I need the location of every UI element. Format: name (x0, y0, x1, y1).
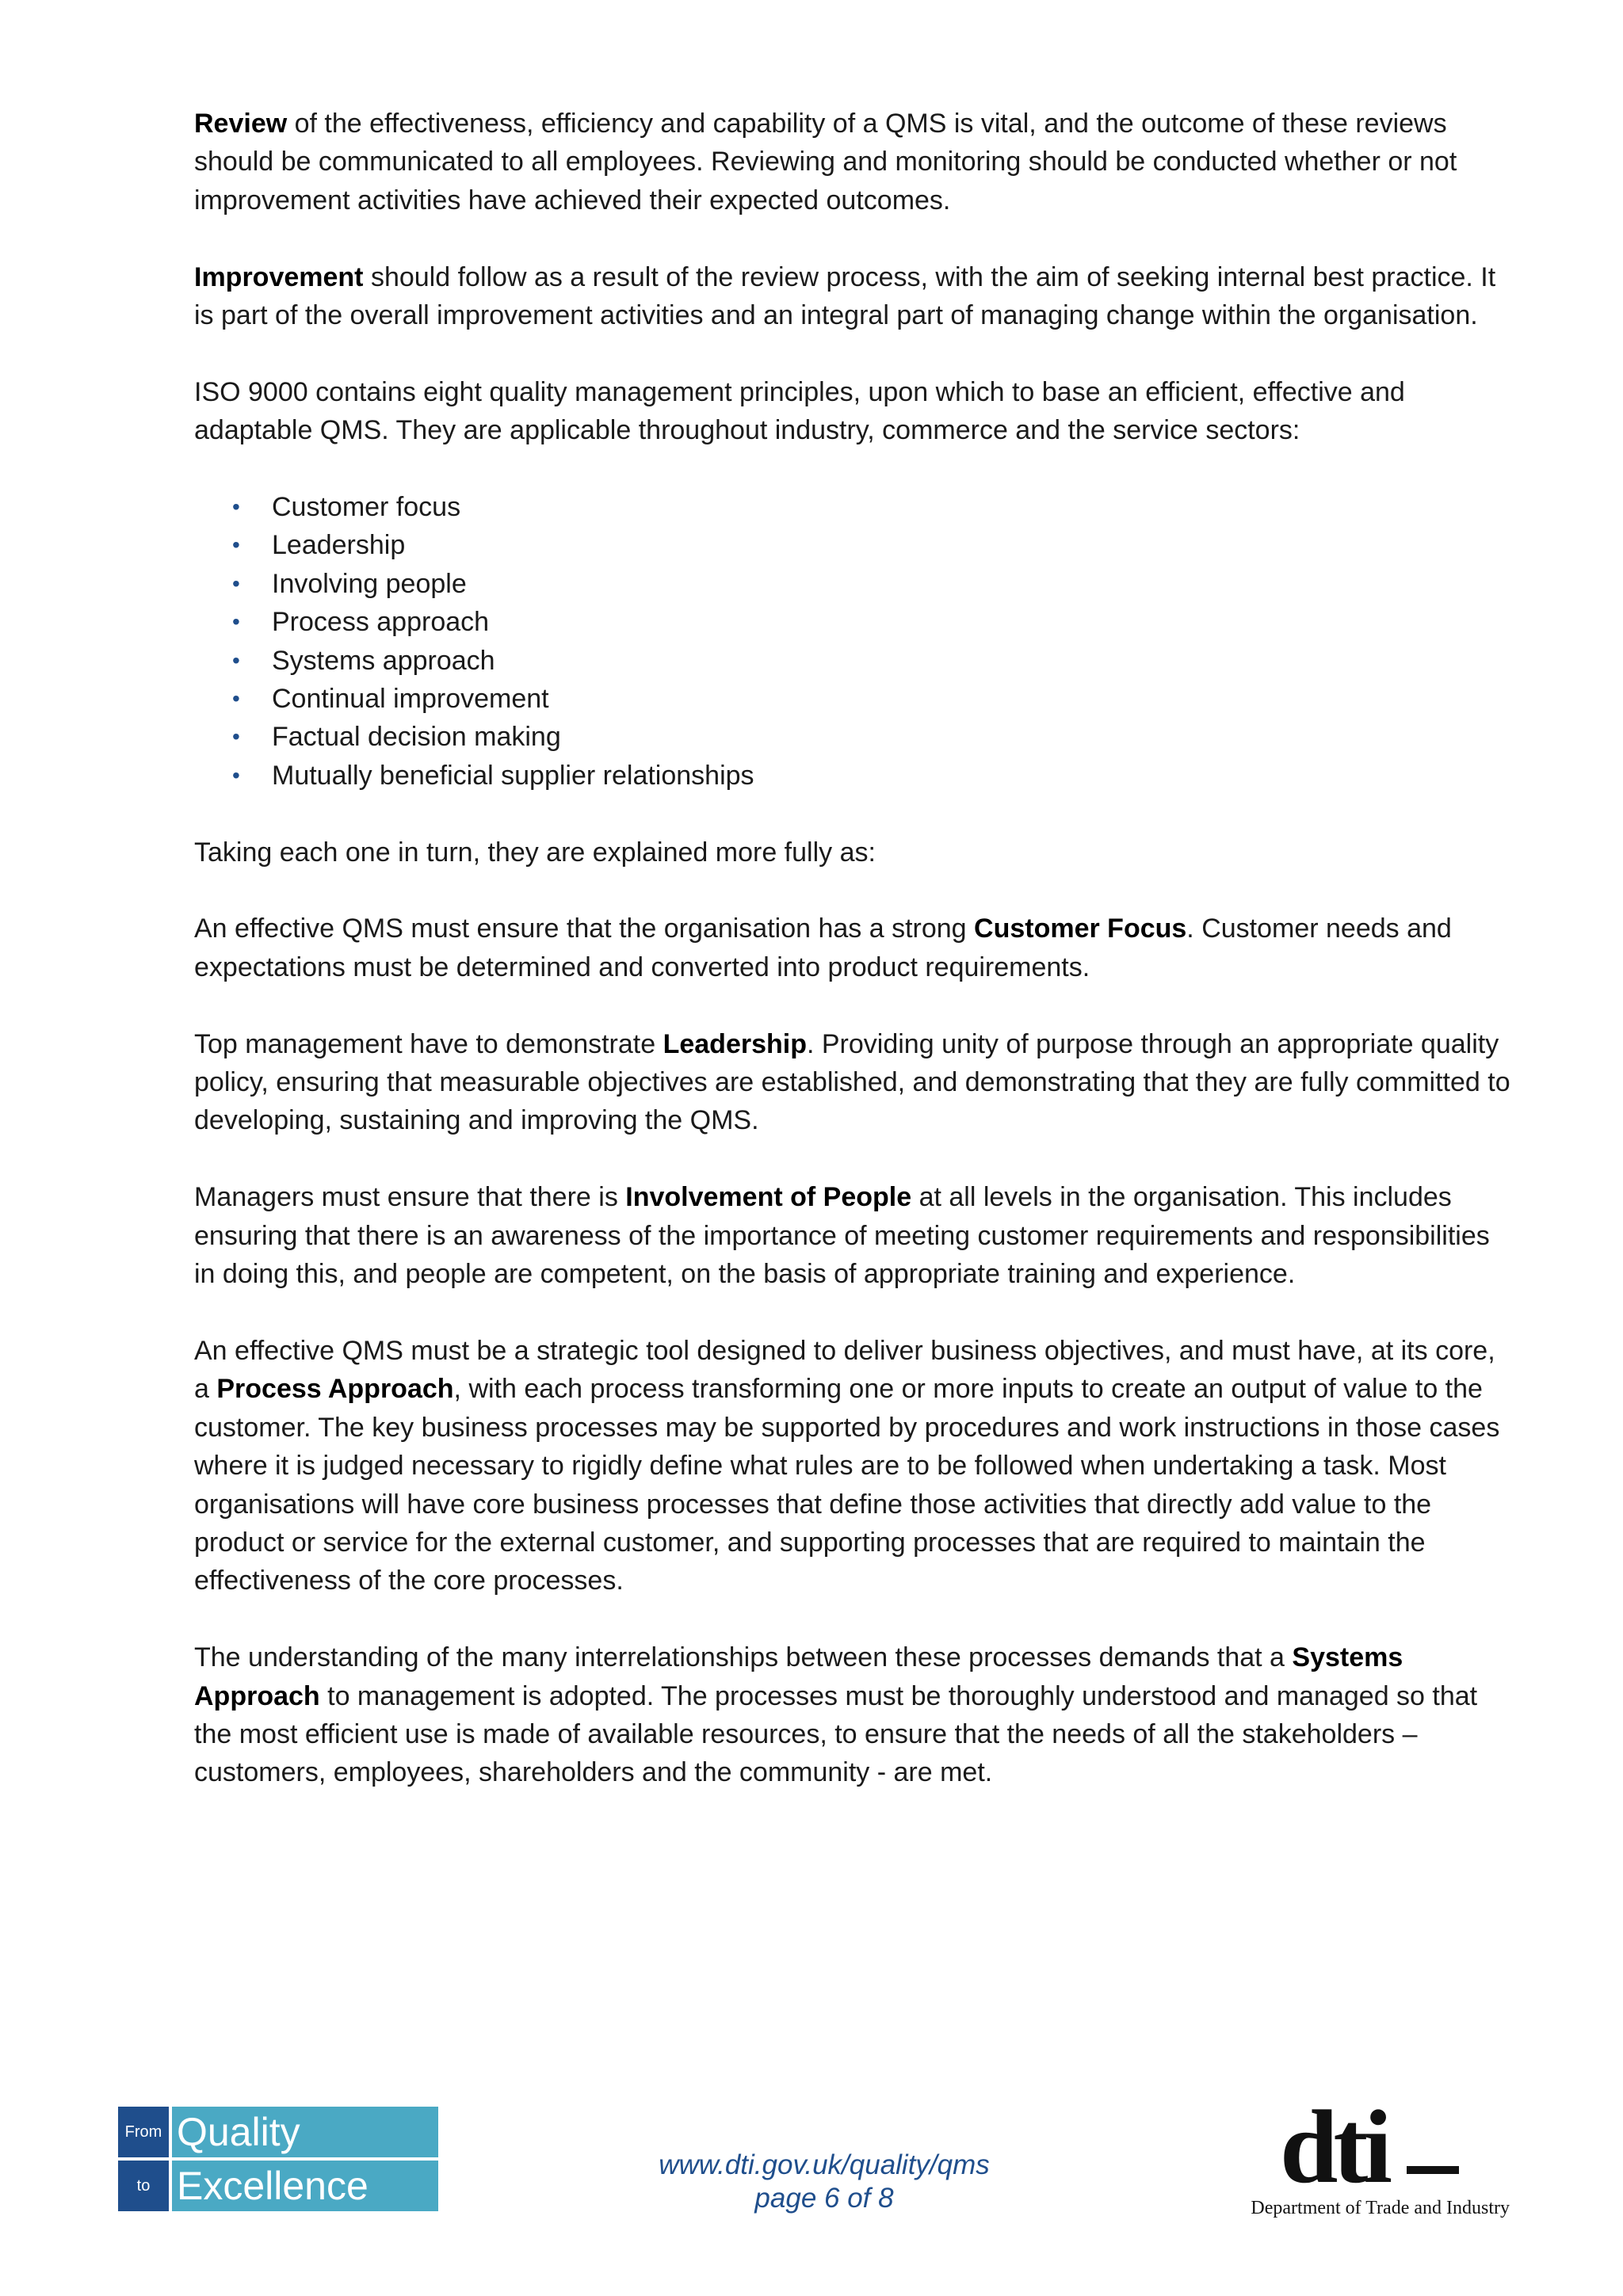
logo-row-excellence (118, 2161, 438, 2211)
dti-caption: Department of Trade and Industry (1251, 2198, 1510, 2218)
bullet-icon: • (232, 494, 240, 520)
dti-wordmark: dti (1280, 2088, 1388, 2205)
involvement-paragraph: Managers must ensure that there is Involvement of People at all levels in the organisation. This includes ensuring that there is an awareness of the importance of meeting customer requirements and responsibilities in doing this, and people are competent, on the basis of appropriate training and experience. (194, 1182, 1490, 1290)
iso-intro-paragraph: ISO 9000 contains eight quality management principles, upon which to base an efficient, effective and adaptable QMS. They are applicable throughout industry, commerce and the service sectors: (194, 376, 1405, 446)
page-number: page 6 of 8 (754, 2183, 894, 2214)
process-approach-term: Process Approach (216, 1374, 454, 1405)
taking-each-paragraph: Taking each one in turn, they are explained more fully as: (194, 837, 876, 868)
improvement-paragraph (194, 258, 1518, 335)
list-item: • Mutually beneficial supplier relationships (232, 757, 1518, 795)
list-item: • Involving people (232, 565, 1518, 603)
dti-logo (1216, 2088, 1510, 2226)
bullet-icon: • (232, 647, 240, 673)
list-item: • Leadership (232, 526, 1518, 564)
footer-center (602, 2149, 1046, 2215)
logo-quality-label: Quality (172, 2107, 438, 2157)
footer-url-link[interactable]: www.dti.gov.uk/quality/qms (659, 2149, 990, 2180)
improvement-heading: Improvement (194, 261, 364, 292)
review-heading: Review (194, 109, 288, 139)
leadership-term: Leadership (663, 1028, 807, 1059)
dti-underline-mark (1407, 2166, 1459, 2174)
from-quality-to-excellence-logo (118, 2107, 438, 2211)
review-paragraph (194, 105, 1518, 219)
bullet-icon: • (232, 532, 240, 558)
document-body (194, 105, 1518, 1830)
logo-from-label: From (118, 2107, 169, 2157)
bullet-icon: • (232, 609, 240, 635)
bullet-icon: • (232, 570, 240, 596)
systems-approach-paragraph: The understanding of the many interrelationships between these processes demands that a Systems Approach to management is adopted. The processes must be thoroughly understood and managed so that the most efficient use is made of available resources, to ensure that the needs of all the stakeholders – customers, employees, shareholders and the community - are met. (194, 1642, 1478, 1788)
list-item: • Customer focus (232, 488, 1518, 526)
systems-approach-term: Systems Approach (194, 1642, 1403, 1711)
list-item: • Continual improvement (232, 680, 1518, 718)
bullet-icon: • (232, 762, 240, 788)
list-item: • Factual decision making (232, 718, 1518, 756)
bullet-icon: • (232, 686, 240, 711)
review-text: of the effectiveness, efficiency and capability of a QMS is vital, and the outcome of these reviews should be communicated to all employees. Reviewing and monitoring should be conducted whether or not improvement activities have achieved their expected outcomes. (194, 109, 1457, 215)
bullet-icon: • (232, 724, 240, 749)
list-item: • Process approach (232, 603, 1518, 641)
leadership-paragraph: Top management have to demonstrate Leadership. Providing unity of purpose through an appropriate quality policy, ensuring that measurable objectives are established, and demonstrating that they are fully committed to developing, sustaining and improving the QMS. (194, 1028, 1510, 1136)
logo-row-quality (118, 2107, 438, 2157)
customer-focus-paragraph: An effective QMS must ensure that the organisation has a strong Customer Focus. Customer needs and expectations must be determined and converted into product requirements. (194, 913, 1452, 982)
process-approach-paragraph: An effective QMS must be a strategic tool designed to deliver business objectives, and must have, at its core, a Process Approach, with each process transforming one or more inputs to create an output of value to the customer. The key business processes may be supported by procedures and work instructions in those cases where it is judged necessary to rigidly define what rules are to be followed when undertaking a task. Most organisations will have core business processes that define those activities that directly add value to the product or service for the external customer, and supporting processes that are required to maintain the effectiveness of the core processes. (194, 1335, 1500, 1596)
logo-to-label: to (118, 2161, 169, 2211)
improvement-text: should follow as a result of the review process, with the aim of seeking internal best practice. It is part of the overall improvement activities and an integral part of managing change within the organisation. (194, 261, 1496, 331)
customer-focus-term: Customer Focus (974, 913, 1187, 944)
principles-list (194, 488, 1518, 795)
involvement-term: Involvement of People (625, 1182, 912, 1213)
logo-excellence-label: Excellence (172, 2161, 438, 2211)
list-item: • Systems approach (232, 642, 1518, 680)
